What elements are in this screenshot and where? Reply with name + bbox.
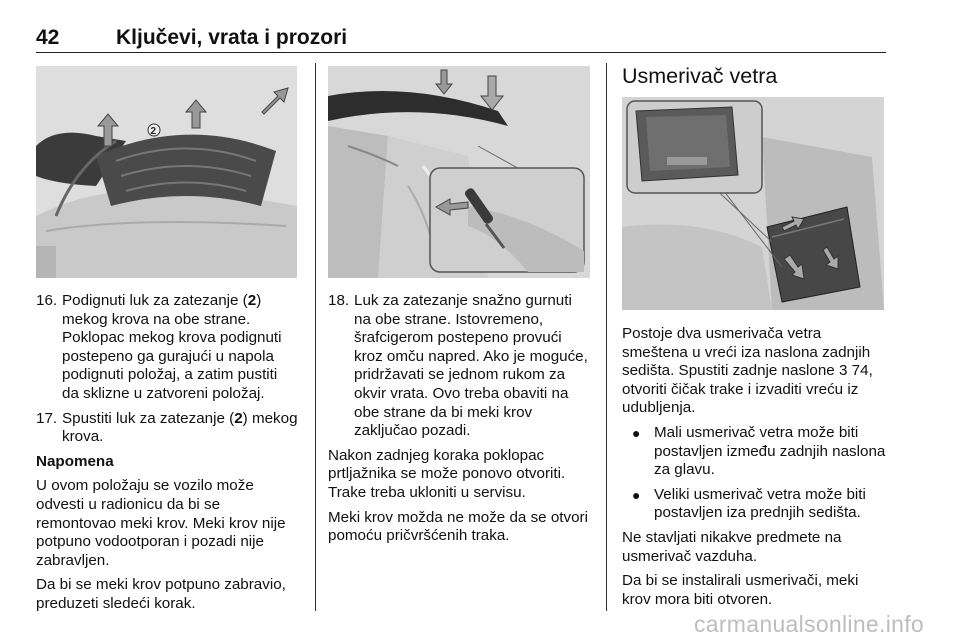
note-heading: Napomena bbox=[36, 452, 114, 470]
step-text-part: ) mekog krova na obe strane. Poklopac mekog krova podignuti postepeno ga gurajući u napola podignuti položaj, a zatim pustiti da sklizne u zatvoreni položaj. bbox=[62, 292, 282, 402]
page-reference-link[interactable]: 3 74 bbox=[839, 362, 869, 380]
step-text-part: Spustiti luk za zatezanje ( bbox=[62, 409, 235, 427]
step-ref: 2 bbox=[234, 409, 243, 427]
step-17 bbox=[36, 410, 298, 447]
step-ref: 2 bbox=[247, 292, 257, 309]
step-text bbox=[62, 410, 298, 447]
page-header bbox=[36, 26, 886, 52]
bullet-item bbox=[622, 424, 886, 480]
bullet-dot-icon: ● bbox=[632, 424, 641, 441]
watermark: carmanualsonline.info bbox=[693, 611, 924, 637]
middle-column-text bbox=[328, 292, 590, 552]
note-block bbox=[36, 453, 298, 571]
soft-top-illustration bbox=[36, 66, 297, 278]
right-paragraph-3: Da bi se instalirali usmerivači, meki krov mora biti otvoren. bbox=[622, 572, 859, 608]
left-column-text bbox=[36, 292, 298, 620]
step-text-part: Podignuti luk za zatezanje ( bbox=[62, 292, 248, 309]
step-text-part: ) mekog krova. bbox=[62, 409, 298, 446]
figure-soft-top-lid bbox=[36, 66, 297, 278]
right-paragraph-2: Ne stavljati nikakve predmete na usmerivač vazduha. bbox=[622, 528, 842, 565]
column-divider-left bbox=[315, 63, 316, 611]
step-16 bbox=[36, 292, 298, 404]
step-text bbox=[62, 292, 298, 404]
paragraph-part: , otvoriti čičak trake i izvaditi vreću iz udubljenja. bbox=[622, 362, 873, 417]
right-paragraph-1 bbox=[622, 325, 886, 418]
step-18 bbox=[328, 292, 590, 441]
figure-callout-2: 2 bbox=[150, 126, 157, 137]
column-divider-right bbox=[606, 63, 607, 611]
left-paragraph: Da bi se meki krov potpuno zabravio, preduzeti sledeći korak. bbox=[36, 576, 286, 612]
bullet-text: Mali usmerivač vetra može biti postavljen između zadnjih naslona za glavu. bbox=[654, 423, 886, 479]
wind-deflector-illustration bbox=[622, 97, 884, 310]
header-rule bbox=[36, 52, 886, 53]
door-frame-illustration bbox=[328, 66, 590, 278]
page-number: 42 bbox=[36, 26, 60, 49]
chapter-title: Ključevi, vrata i prozori bbox=[116, 26, 348, 49]
step-number: 17. bbox=[36, 409, 58, 427]
note-text: U ovom položaju se vozilo može odvesti u radionicu da bi se remontovao meki krov. Meki krov nije potpuno vodootporan i pozadi nije zabravljen. bbox=[36, 477, 286, 569]
bullet-dot-icon: ● bbox=[632, 486, 641, 503]
middle-paragraph-2: Meki krov možda ne može da se otvori pomoću pričvršćenih traka. bbox=[328, 508, 588, 545]
right-column-text bbox=[622, 325, 886, 615]
paragraph-part: Postoje dva usmerivača vetra smeštena u vreći iza naslona zadnjih sedišta. Spustiti zadnje naslone bbox=[622, 325, 871, 380]
step-number: 16. bbox=[36, 292, 58, 309]
figure-door-frame-screwdriver bbox=[328, 66, 590, 278]
middle-paragraph-1: Nakon zadnjeg koraka poklopac prtljažnika se može ponovo otvoriti. Trake treba ukloniti u servisu. bbox=[328, 446, 566, 501]
figure-wind-deflector-bag bbox=[622, 97, 884, 310]
bullet-text: Veliki usmerivač vetra može biti postavljen iza prednjih sedišta. bbox=[654, 485, 866, 522]
step-text: Luk za zatezanje snažno gurnuti na obe strane. Istovremeno, šrafcigerom postepeno provući kroz omču napred. Ako je moguće, pridržavati se jednom rukom za okvir vrata. Ovo treba obaviti na obe strane da bi meki krov zaključao pozadi. bbox=[354, 292, 588, 440]
step-number: 18. bbox=[328, 292, 350, 309]
section-title: Usmerivač vetra bbox=[622, 64, 778, 88]
bullet-item bbox=[622, 486, 886, 523]
